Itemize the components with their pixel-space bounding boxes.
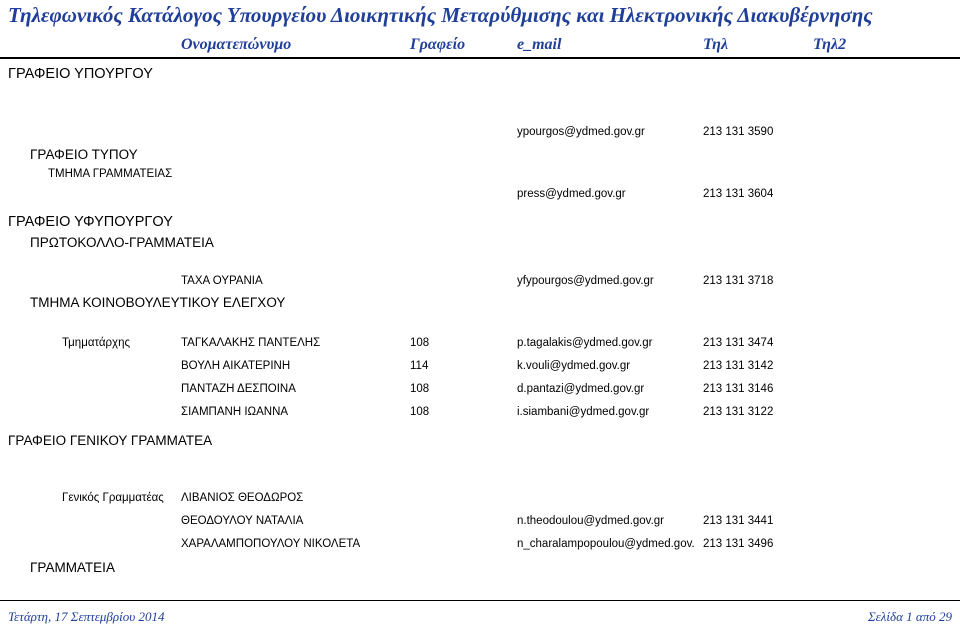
phone-cell: 213 131 3142: [703, 360, 774, 372]
phone-cell: 213 131 3496: [703, 538, 774, 550]
email-cell: p.tagalakis@ydmed.gov.gr: [517, 337, 653, 349]
section-heading: ΓΡΑΦΕΙΟ ΓΕΝΙΚΟΥ ΓΡΑΜΜΑΤΕΑ: [8, 433, 213, 448]
column-header-phone: Τηλ: [703, 36, 729, 53]
name-cell: ΣΙΑΜΠΑΝΗ ΙΩΑΝΝΑ: [181, 406, 289, 418]
header-divider: [0, 57, 960, 59]
column-header-email: e_mail: [517, 36, 562, 53]
name-cell: ΤΑΧΑ ΟΥΡΑΝΙΑ: [181, 275, 263, 287]
email-cell: ypourgos@ydmed.gov.gr: [517, 126, 645, 138]
email-cell: n_charalampopoulou@ydmed.gov.: [517, 538, 695, 550]
subsection-heading: ΓΡΑΜΜΑΤΕΙΑ: [30, 560, 115, 575]
phone-cell: 213 131 3441: [703, 515, 774, 527]
phone-cell: 213 131 3474: [703, 337, 774, 349]
column-header-office: Γραφείο: [410, 36, 466, 53]
footer-page-number: Σελίδα 1 από 29: [867, 609, 952, 624]
section-heading: ΓΡΑΦΕΙΟ ΤΥΠΟΥ: [30, 147, 138, 162]
section-heading: ΤΜΗΜΑ ΚΟΙΝΟΒΟΥΛΕΥΤΙΚΟΥ ΕΛΕΓΧΟΥ: [30, 295, 286, 310]
name-cell: ΠΑΝΤΑΖΗ ΔΕΣΠΟΙΝΑ: [181, 383, 296, 395]
office-cell: 114: [410, 360, 429, 372]
column-header-name: Ονοματεπώνυμο: [181, 36, 292, 53]
page-title: Τηλεφωνικός Κατάλογος Υπουργείου Διοικητικής Μεταρύθμισης και Ηλεκτρονικής Διακυβέρνησης: [8, 3, 873, 27]
email-cell: i.siambani@ydmed.gov.gr: [517, 406, 650, 418]
email-cell: d.pantazi@ydmed.gov.gr: [517, 383, 645, 395]
office-cell: 108: [410, 406, 430, 418]
phone-cell: 213 131 3590: [703, 126, 774, 138]
office-cell: 108: [410, 383, 430, 395]
email-cell: press@ydmed.gov.gr: [517, 188, 626, 200]
subsection-heading: ΠΡΩΤΟΚΟΛΛΟ-ΓΡΑΜΜΑΤΕΙΑ: [30, 235, 214, 250]
role-label: Γενικός Γραμματέας: [62, 492, 164, 504]
email-cell: yfypourgos@ydmed.gov.gr: [517, 275, 654, 287]
footer-divider: [0, 600, 960, 601]
phone-cell: 213 131 3604: [703, 188, 774, 200]
email-cell: n.theodoulou@ydmed.gov.gr: [517, 515, 665, 527]
section-heading: ΓΡΑΦΕΙΟ ΥΦΥΠΟΥΡΓΟΥ: [8, 214, 173, 230]
email-cell: k.vouli@ydmed.gov.gr: [517, 360, 631, 372]
name-cell: ΧΑΡΑΛΑΜΠΟΠΟΥΛΟΥ ΝΙΚΟΛΕΤΑ: [181, 538, 361, 550]
name-cell: ΒΟΥΛΗ ΑΙΚΑΤΕΡΙΝΗ: [181, 360, 291, 372]
footer-date: Τετάρτη, 17 Σεπτεμβρίου 2014: [8, 609, 165, 624]
name-cell: ΤΑΓΚΑΛΑΚΗΣ ΠΑΝΤΕΛΗΣ: [181, 337, 321, 349]
phone-cell: 213 131 3122: [703, 406, 774, 418]
phone-cell: 213 131 3146: [703, 383, 774, 395]
name-cell: ΛΙΒΑΝΙΟΣ ΘΕΟΔΩΡΟΣ: [181, 492, 304, 504]
office-cell: 108: [410, 337, 430, 349]
phone-cell: 213 131 3718: [703, 275, 774, 287]
column-header-phone2: Τηλ2: [813, 36, 847, 53]
section-heading: ΓΡΑΦΕΙΟ ΥΠΟΥΡΓΟΥ: [8, 66, 153, 82]
role-label: Τμηματάρχης: [62, 337, 131, 349]
subsection-heading: ΤΜΗΜΑ ΓΡΑΜΜΑΤΕΙΑΣ: [48, 168, 173, 180]
name-cell: ΘΕΟΔΟΥΛΟΥ ΝΑΤΑΛΙΑ: [181, 515, 304, 527]
